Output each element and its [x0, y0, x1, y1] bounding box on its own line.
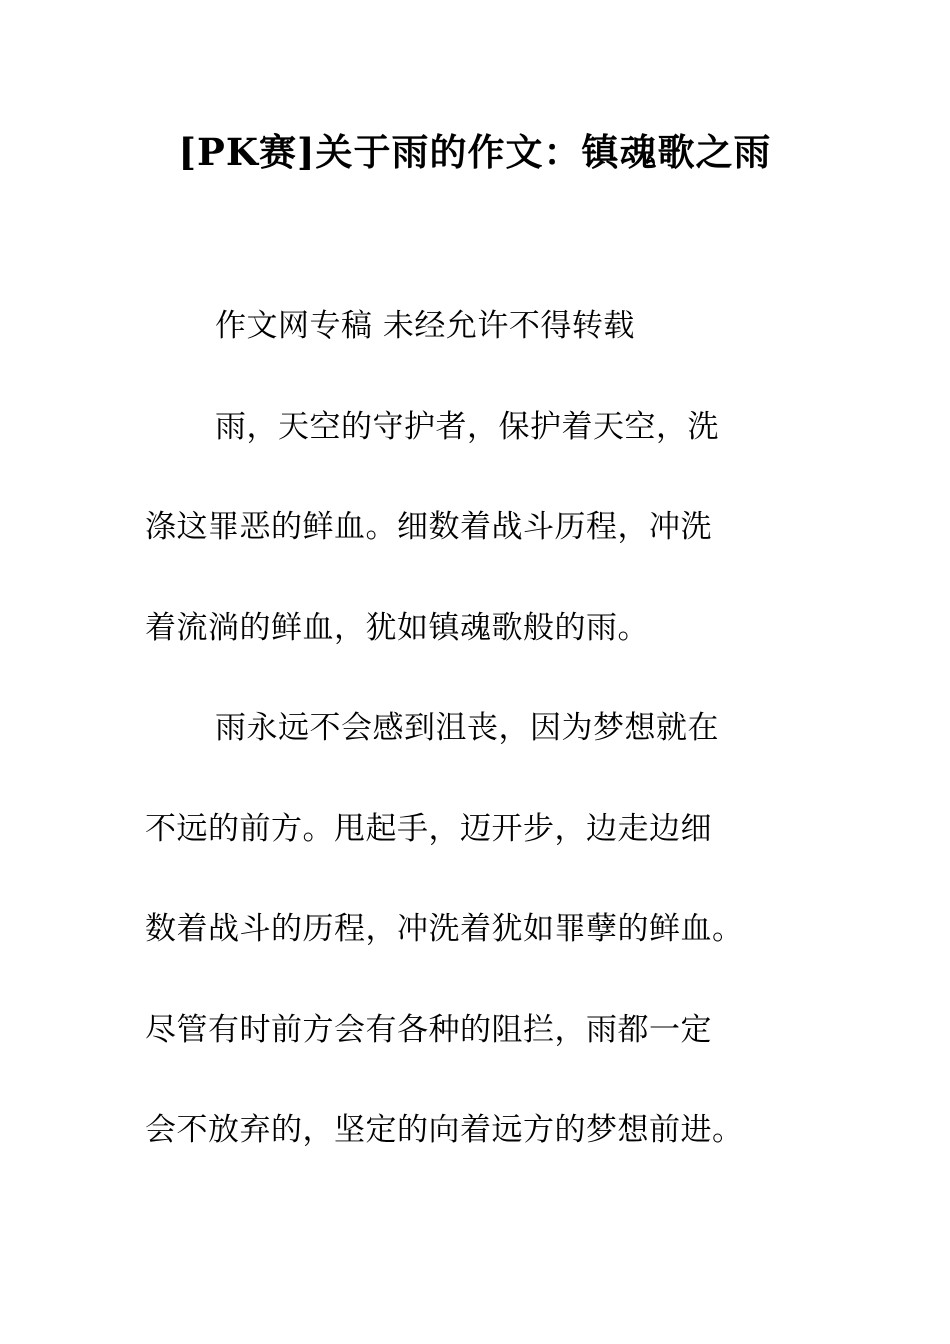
- paragraph-2-line-1: 雨永远不会感到沮丧，因为梦想就在: [215, 710, 719, 746]
- paragraph-1-line-2: 涤这罪恶的鲜血。细数着战斗历程，冲洗: [145, 509, 712, 545]
- document-title: [PK赛]关于雨的作文：镇魂歌之雨: [178, 130, 772, 174]
- paragraph-1-line-3: 着流淌的鲜血，犹如镇魂歌般的雨。: [145, 609, 649, 646]
- paragraph-2-line-4: 尽管有时前方会有各种的阻拦，雨都一定: [145, 1011, 712, 1048]
- document-body: [145, 300, 810, 1205]
- paragraph-1-line-1: 雨，天空的守护者，保护着天空，洗: [215, 408, 719, 445]
- copyright-notice: 作文网专稿 未经允许不得转载: [215, 308, 635, 344]
- paragraph-2-line-2: 不远的前方。甩起手，迈开步，边走边细: [145, 810, 712, 847]
- paragraph-2-line-3: 数着战斗的历程，冲洗着犹如罪孽的鲜血。: [145, 911, 744, 947]
- paragraph-2-line-5: 会不放弃的，坚定的向着远方的梦想前进。: [145, 1112, 744, 1148]
